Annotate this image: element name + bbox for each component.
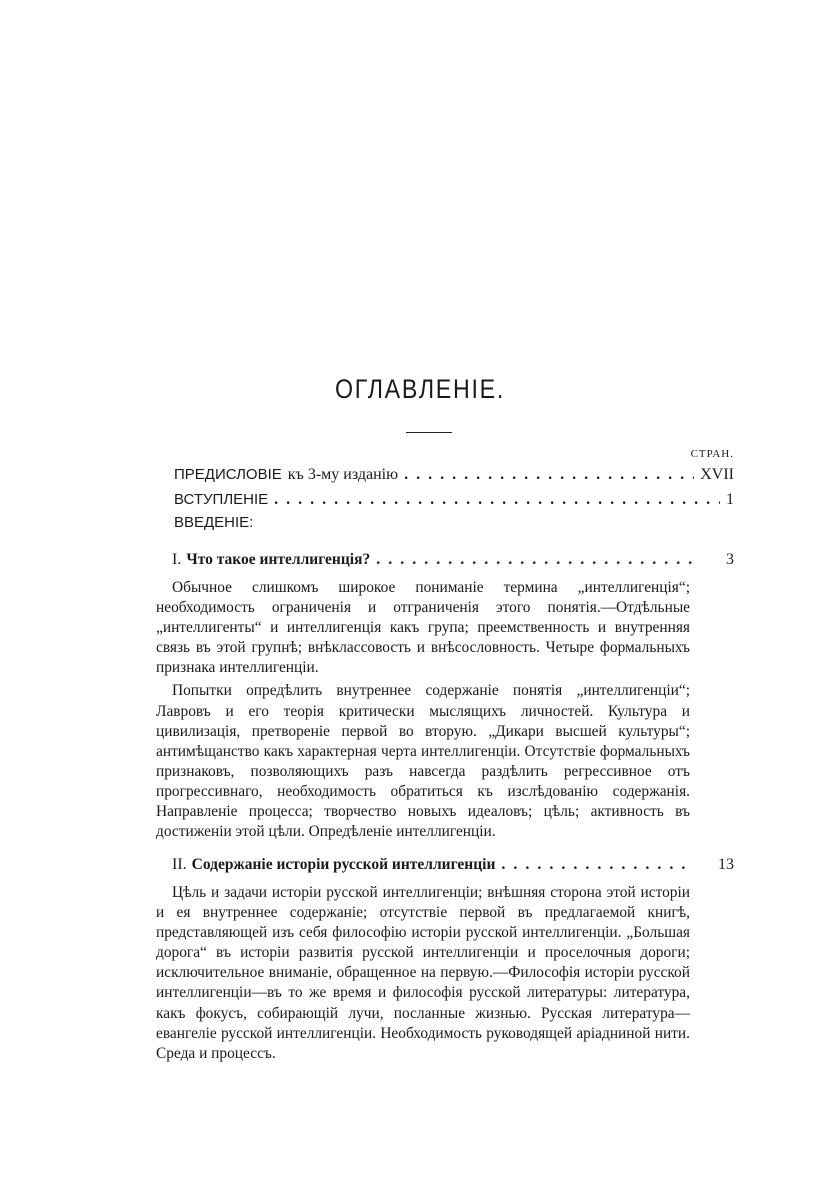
toc-entry-heading: ВВЕДЕНІЕ:: [174, 514, 254, 531]
chapter-numeral: I.: [172, 551, 182, 568]
chapter-2-heading: [172, 856, 734, 878]
toc-entry-intro: [174, 491, 734, 513]
dot-leader: [274, 491, 720, 509]
summary-paragraph: Цѣль и задачи исторіи русской интеллигенціи; внѣшняя сторона этой исторіи и ея внутреннее содержаніе; отсутствіе первой въ предлагаемой книгѣ, представляющей изъ себя философію исторіи русской интеллигенціи. „Большая дорога“ въ исторіи развитія русской интеллигенціи и проселочныя дороги; исключительное вниманіе, обращенное на первую.—Философія исторіи русской интеллигенціи—въ то же время и философія русской литературы: литература, какъ фокусъ, собирающій лучи, посланные жизнью. Русская литература—евангеліе русской интеллигенціи. Необходимость руководящей аріадниной нити. Среда и процессъ.: [156, 884, 690, 1062]
toc-entry-subtitle: къ 3-му изданію: [287, 466, 399, 483]
page-title: ОГЛАВЛЕНІЕ.: [334, 374, 506, 404]
page-column-label: СТРАН.: [690, 448, 734, 460]
chapter-2-summary: [156, 883, 690, 1064]
dot-leader: [404, 466, 694, 484]
summary-paragraph: Попытки опредѣлить внутреннее содержаніе понятія „интеллигенціи“; Лавровъ и его теорія критически мыслящихъ личностей. Культура и цивилизація, претвореніе первой во вторую. „Дикари высшей культуры“; антимѣщанство какъ характерная черта интеллигенціи. Отсутствіе формальныхъ признаковъ, позволяющихъ разъ навсегда раздѣлить регрессивное отъ прогрессивнаго, необходимость обратиться къ изслѣдованію содержанія. Направленіе процесса; творчество новыхъ идеаловъ; цѣль; активность въ достиженіи этой цѣли. Опредѣленіе интеллигенціи.: [156, 682, 690, 841]
toc-entry-page: 1: [726, 491, 734, 508]
toc-entry-preface: [174, 466, 734, 488]
toc-entry-page: XVII: [700, 466, 734, 483]
dot-leader: [376, 551, 698, 569]
chapter-page: 13: [718, 856, 734, 873]
chapter-title: Содержаніе исторіи русской интеллигенціи: [191, 856, 496, 873]
dot-leader: [501, 856, 690, 874]
chapter-numeral: II.: [172, 856, 187, 873]
toc-entry-heading: ПРЕДИСЛОВІЕ: [174, 466, 282, 483]
title-divider: [406, 432, 452, 433]
chapter-1-summary: [156, 578, 690, 842]
chapter-page: 3: [726, 551, 734, 568]
summary-paragraph: Обычное слишкомъ широкое пониманіе термина „интеллигенція“; необходимость ограниченія и отграниченія этого понятія.—Отдѣльные „интеллигенты“ и интеллигенція какъ група; преемственность и внутренняя связь въ этой групнѣ; внѣклассовость и внѣсословность. Четыре формальныхъ признака интеллигенціи.: [156, 579, 690, 677]
toc-entry-heading: ВСТУПЛЕНІЕ: [174, 491, 269, 508]
chapter-title: Что такое интеллигенція?: [186, 551, 371, 568]
toc-entry-introduction: [174, 514, 734, 536]
chapter-1-heading: [172, 551, 734, 573]
